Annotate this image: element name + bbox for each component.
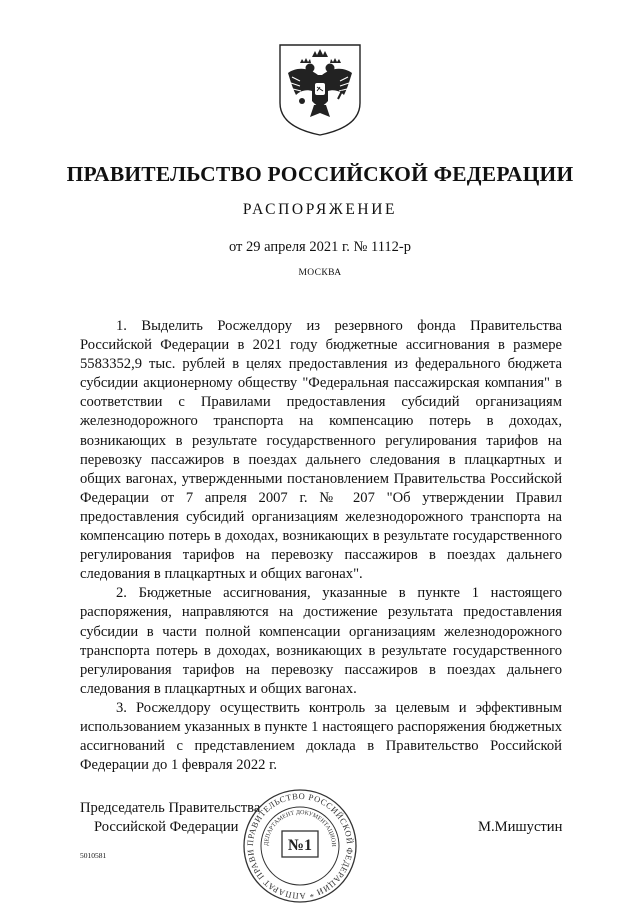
seal-number: №1	[287, 837, 313, 854]
government-title: ПРАВИТЕЛЬСТВО РОССИЙСКОЙ ФЕДЕРАЦИИ	[66, 162, 574, 186]
seal-inner-text: ДЕПАРТАМЕНТ ДОКУМЕНТАЦИОН	[263, 809, 337, 847]
official-seal-icon	[241, 787, 359, 905]
paragraph-2: 2. Бюджетные ассигнования, указанные в пункте 1 настоящего распоряжения, направляются на достижение результата предоставления субсидии в части полной компенсации организациям железнодорожного транспорта потерь в доходах, возникающих в результате государственного регулирования тарифов на перевозку пассажиров в поездах дальнего следования в плацкартных и общих вагонах.	[80, 585, 562, 697]
coat-of-arms-icon	[272, 41, 368, 137]
signer-position-line-2: Российской Федерации	[94, 819, 239, 835]
date-and-number: от 29 апреля 2021 г. № 1112-р	[228, 239, 411, 255]
city-name: МОСКВА	[298, 268, 342, 278]
signer-position-line-1: Председатель Правительства	[80, 800, 261, 816]
paragraph-1: 1. Выделить Росжелдору из резервного фонда Правительства Российской Федерации в 2021 году бюджетные ассигнования в размере 5583352,9 тыс. рублей в целях предоставления из федерального бюджета субсидии акционерному обществу "Федеральная пассажирская компания" в соответствии с Правилами предоставления субсидий организациям железнодорожного транспорта на компенсацию потерь в доходах, возникающих в результате государственного регулирования тарифов на перевозку пассажиров в поездах дальнего следования в плацкартных и общих вагонах, утвержденными постановлением Правительства Российской Федерации от 7 апреля 2007 г. № 207 "Об утверждении Правил предоставления субсидий организациям железнодорожного транспорта на компенсацию потерь в доходах, возникающих в результате государственного регулирования тарифов на перевозку пассажиров в поездах дальнего следования в плацкартных и общих вагонах".	[80, 318, 562, 583]
document-type: РАСПОРЯЖЕНИЕ	[242, 201, 398, 218]
seal-outer-text: ПРАВИТЕЛЬСТВО РОССИЙСКОЙ ФЕДЕРАЦИИ * АППАРАТ ПРАВИ	[244, 790, 356, 902]
document-code: 5010581	[80, 851, 107, 860]
paragraph-3: 3. Росжелдору осуществить контроль за целевым и эффективным использованием указанных в пункте 1 настоящего распоряжения бюджетных ассигнований с представлением доклада в Правительство Российской Федерации до 1 февраля 2022 г.	[80, 699, 562, 774]
document-body	[80, 317, 562, 775]
signer-name: М.Мишустин	[478, 819, 563, 835]
